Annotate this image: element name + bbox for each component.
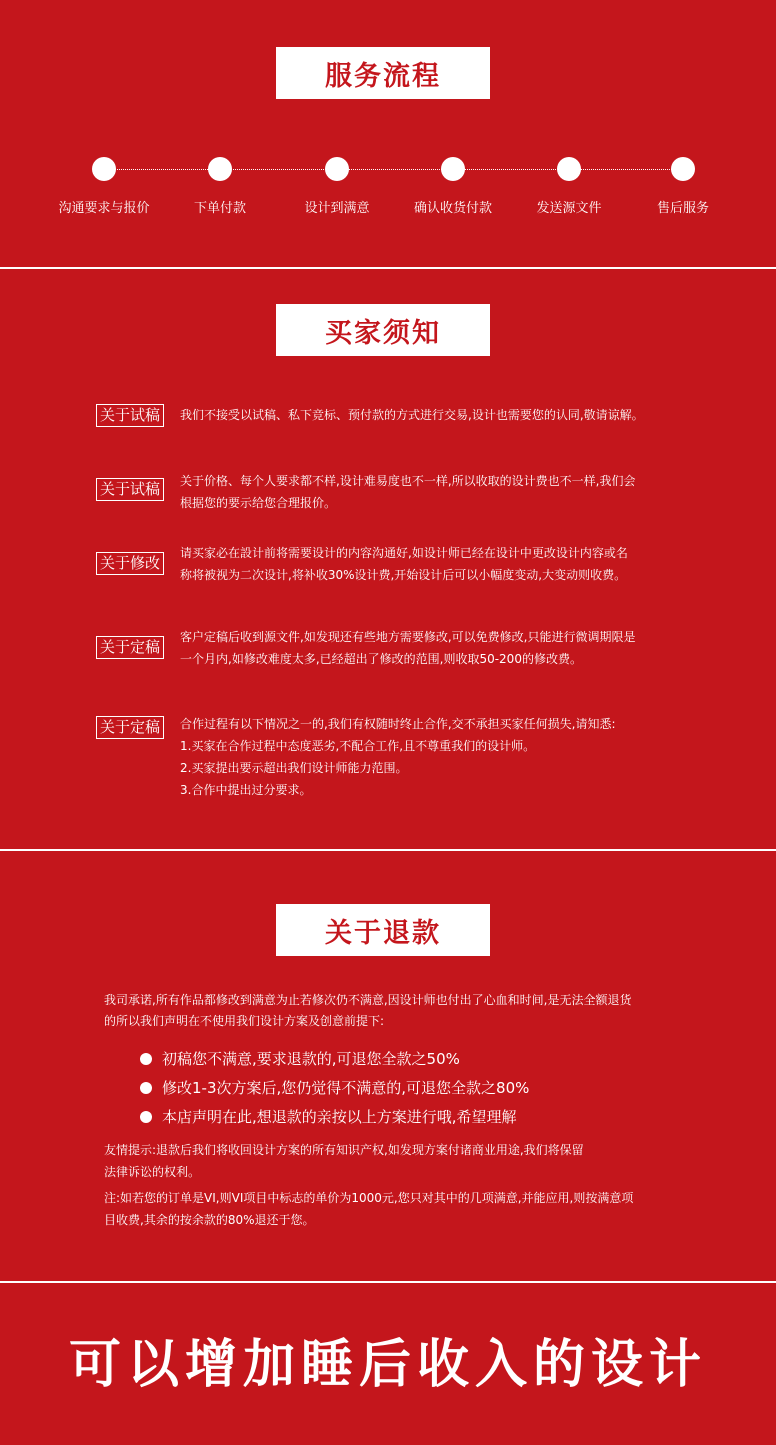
- refund-intro-line: 的所以我们声明在不使用我们设计方案及创意前提下:: [104, 1014, 385, 1028]
- step-dot-icon: [92, 157, 116, 181]
- notice-item: [96, 626, 686, 676]
- notice-line: 称将被视为二次设计,将补收30%设计费,开始设计后可以小幅度变动,大变动则收费。: [180, 568, 627, 582]
- list-item: [140, 1073, 700, 1102]
- notice-line: 请买家必在設计前将需要设计的内容沟通好,如设计师已经在设计中更改设计内容或名: [180, 546, 628, 560]
- tip-line: 法律诉讼的权利。: [104, 1165, 201, 1179]
- notice-tag: 关于试稿: [96, 404, 164, 427]
- bullet-dot-icon: [140, 1053, 152, 1065]
- step-label: 设计到满意: [304, 201, 370, 216]
- bullet-dot-icon: [140, 1082, 152, 1094]
- notice-line: 合作过程有以下情况之一的,我们有权随时终止合作,交不承担买家任何损失,请知悉:: [180, 717, 616, 731]
- notice-item: [96, 713, 686, 805]
- notice-text: [180, 713, 680, 801]
- notice-line: 我们不接受以试稿、私下竞标、预付款的方式进行交易,设计也需要您的认同,敬请谅解。: [180, 408, 644, 422]
- note-line: 目收费,其余的按余款的80%退还于您。: [104, 1213, 315, 1227]
- refund-note: [104, 1187, 684, 1231]
- notice-line: 2.买家提出要示超出我们设计师能力范围。: [180, 761, 408, 775]
- notice-item: [96, 542, 686, 592]
- bullet-text: 修改1-3次方案后,您仍觉得不满意的,可退您全款之80%: [162, 1079, 530, 1097]
- section-divider: [0, 849, 776, 851]
- notice-title: 买家须知: [276, 304, 490, 356]
- list-item: [140, 1102, 700, 1131]
- notice-line: 客户定稿后收到源文件,如发现还有些地方需要修改,可以免费修改,只能进行微调期限是: [180, 630, 636, 644]
- step-dot-icon: [325, 157, 349, 181]
- section-divider: [0, 1281, 776, 1283]
- notice-text: [180, 626, 680, 670]
- notice-item: [96, 470, 686, 520]
- list-item: [140, 1044, 700, 1073]
- step-dot-icon: [208, 157, 232, 181]
- notice-text: [180, 542, 680, 586]
- process-step: [613, 157, 753, 216]
- step-label: 发送源文件: [536, 201, 602, 216]
- notice-tag: 关于修改: [96, 552, 164, 575]
- step-dot-icon: [671, 157, 695, 181]
- bullet-text: 初稿您不满意,要求退款的,可退您全款之50%: [162, 1050, 460, 1068]
- notice-tag: 关于试稿: [96, 478, 164, 501]
- notice-line: 关于价格、每个人要求都不样,设计难易度也不一样,所以收取的设计费也不一样,我们会: [180, 474, 636, 488]
- notice-tag: 关于定稿: [96, 636, 164, 659]
- notice-text: [180, 470, 680, 514]
- notice-text: [180, 404, 680, 426]
- notice-line: 1.买家在合作过程中态度恶劣,不配合工作,且不尊重我们的设计师。: [180, 739, 536, 753]
- refund-intro-line: 我司承诺,所有作品都修改到满意为止若修次仍不满意,因设计师也付出了心血和时间,是无法全额退货: [104, 993, 632, 1007]
- notice-line: 一个月内,如修改难度太多,已经超出了修改的范围,则收取50-200的修改费。: [180, 652, 582, 666]
- refund-tip: [104, 1139, 684, 1183]
- bullet-text: 本店声明在此,想退款的亲按以上方案进行哦,希望理解: [162, 1108, 517, 1126]
- notice-item: [96, 404, 686, 434]
- refund-title: 关于退款: [276, 904, 490, 956]
- notice-tag: 关于定稿: [96, 716, 164, 739]
- step-label: 售后服务: [656, 201, 709, 216]
- notice-line: 根据您的要示给您合理报价。: [180, 496, 337, 510]
- section-divider: [0, 267, 776, 269]
- bullet-dot-icon: [140, 1111, 152, 1123]
- refund-intro: [104, 990, 684, 1032]
- step-dot-icon: [557, 157, 581, 181]
- tip-line: 友情提示:退款后我们将收回设计方案的所有知识产权,如发现方案付诸商业用途,我们将保留: [104, 1143, 584, 1157]
- step-label: 沟通要求与报价: [58, 201, 150, 216]
- notice-line: 3.合作中提出过分要求。: [180, 783, 312, 797]
- note-line: 注:如若您的订单是VI,则VI项目中标志的单价为1000元,您只对其中的几项满意,并能应用,则按满意项: [104, 1191, 634, 1205]
- slogan: 可以增加睡后收入的设计: [68, 1335, 707, 1395]
- step-label: 确认收货付款: [413, 201, 492, 216]
- process-title: 服务流程: [276, 47, 490, 99]
- step-label: 下单付款: [193, 201, 246, 216]
- step-dot-icon: [441, 157, 465, 181]
- refund-bullet-list: [140, 1044, 700, 1131]
